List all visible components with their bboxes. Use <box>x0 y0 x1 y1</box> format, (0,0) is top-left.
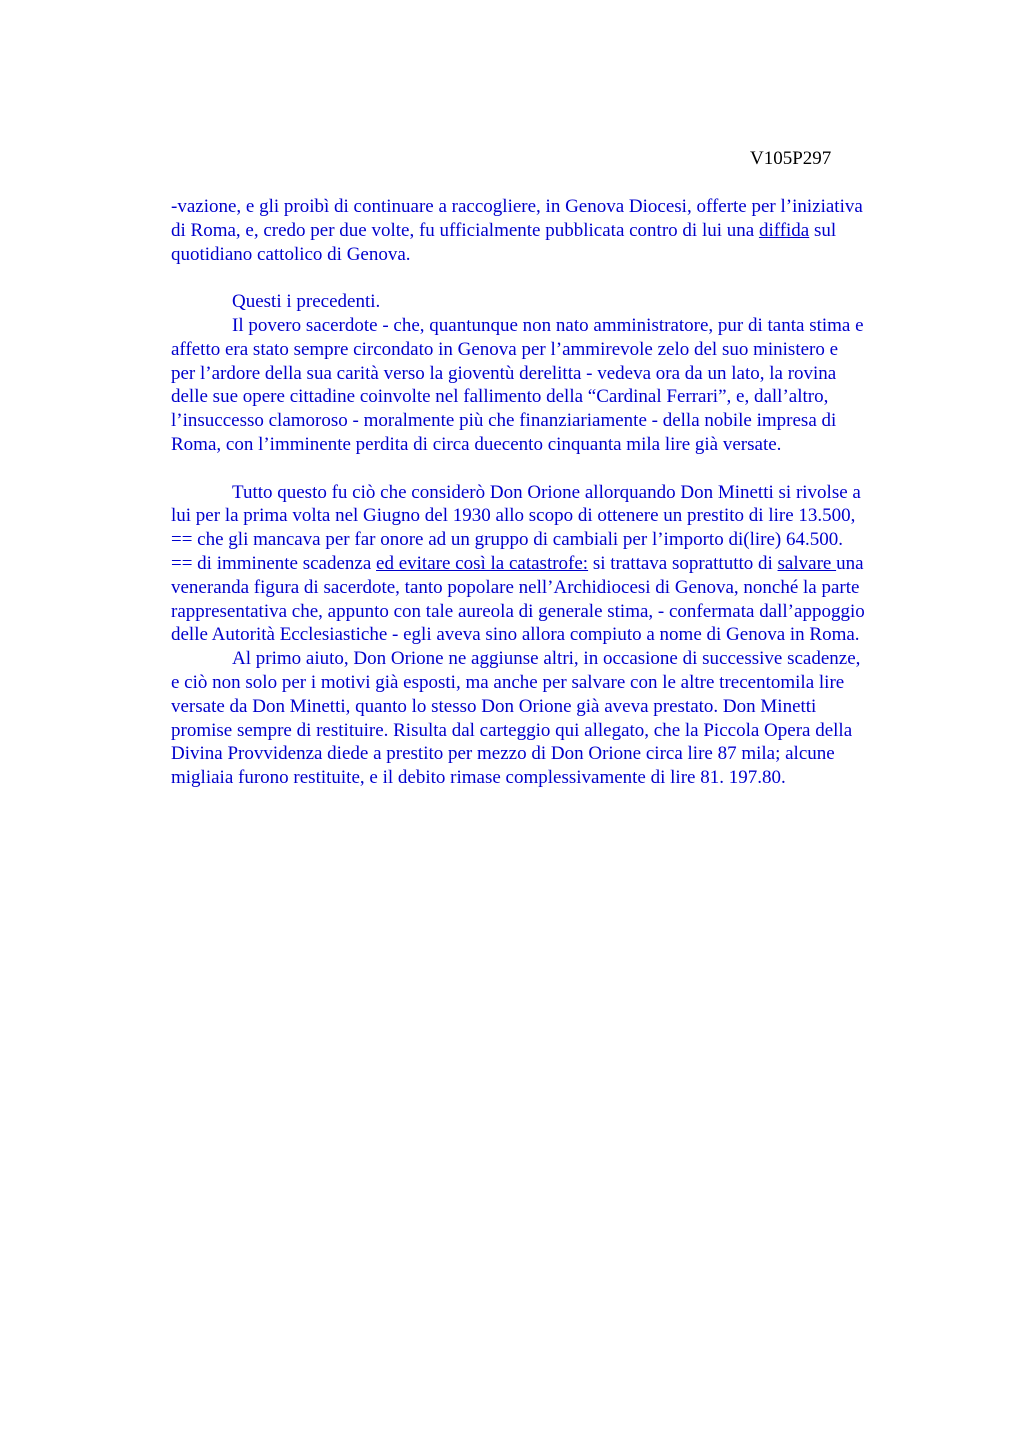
underlined-text: ed evitare così la catastrofe: <box>376 552 589 574</box>
paragraph-gap <box>171 457 931 481</box>
text-line <box>171 695 931 719</box>
document-body <box>171 195 931 790</box>
text-segment: versate da Don Minetti, quanto lo stesso Don Orione già aveva prestato. Don Minetti <box>171 695 817 717</box>
text-segment: l’insuccesso clamoroso - moralmente più che finanziariamente - della nobile impresa di <box>171 410 837 432</box>
text-line <box>171 766 931 790</box>
text-segment: promise sempre di restituire. Risulta dal carteggio qui allegato, che la Piccola Opera della <box>171 719 853 741</box>
text-line <box>171 623 931 647</box>
text-segment: affetto era stato sempre circondato in Genova per l’ammirevole zelo del suo ministero e <box>171 338 839 360</box>
text-line <box>171 290 931 314</box>
text-segment: si trattava soprattutto di <box>588 552 778 574</box>
text-line <box>171 719 931 743</box>
text-segment: una <box>836 552 864 574</box>
text-line <box>171 409 931 433</box>
text-line <box>171 528 931 552</box>
text-line <box>171 314 931 338</box>
underlined-text: salvare <box>777 552 837 574</box>
text-segment: e ciò non solo per i motivi già esposti, ma anche per salvare con le altre trecentomila lire <box>171 671 845 693</box>
text-line <box>171 504 931 528</box>
text-segment: migliaia furono restituite, e il debito rimase complessivamente di lire 81. 197.80. <box>171 767 786 789</box>
text-segment: veneranda figura di sacerdote, tanto popolare nell’Archidiocesi di Genova, nonché la parte <box>171 576 860 598</box>
text-line <box>171 647 931 671</box>
text-line <box>171 552 931 576</box>
text-line <box>171 219 931 243</box>
underlined-text: diffida <box>758 219 810 241</box>
text-segment: == di imminente scadenza <box>171 552 377 574</box>
text-segment: Divina Provvidenza diede a prestito per mezzo di Don Orione circa lire 87 mila; alcune <box>171 743 835 765</box>
text-segment: sul <box>809 219 837 241</box>
text-segment: quotidiano cattolico di Genova. <box>171 243 411 265</box>
text-line <box>171 385 931 409</box>
text-segment: Il povero sacerdote - che, quantunque non nato amministratore, pur di tanta stima e <box>232 314 864 336</box>
text-segment: delle Autorità Ecclesiastiche - egli aveva sino allora compiuto a nome di Genova in Roma. <box>171 624 860 646</box>
text-line <box>171 338 931 362</box>
text-segment: delle sue opere cittadine coinvolte nel fallimento della “Cardinal Ferrari”, e, dall’altro, <box>171 386 829 408</box>
text-segment: rappresentativa che, appunto con tale aureola di generale stima, - confermata dall’appoggio <box>171 600 865 622</box>
text-line <box>171 243 931 267</box>
text-line <box>171 742 931 766</box>
text-line <box>171 433 931 457</box>
text-segment: Roma, con l’imminente perdita di circa duecento cinquanta mila lire già versate. <box>171 433 782 455</box>
text-segment: Al primo aiuto, Don Orione ne aggiunse altri, in occasione di successive scadenze, <box>232 648 861 670</box>
text-line <box>171 481 931 505</box>
text-segment: per l’ardore della sua carità verso la gioventù derelitta - vedeva ora da un lato, la rovina <box>171 362 837 384</box>
text-segment: Questi i precedenti. <box>232 291 381 313</box>
text-segment: == che gli mancava per far onore ad un gruppo di cambiali per l’importo di(lire) 64.500. <box>171 529 843 551</box>
text-line <box>171 195 931 219</box>
text-segment: Tutto questo fu ciò che considerò Don Orione allorquando Don Minetti si rivolse a <box>232 481 861 503</box>
text-segment: -vazione, e gli proibì di continuare a raccogliere, in Genova Diocesi, offerte per l’iniziativa <box>171 196 863 217</box>
text-segment: di Roma, e, credo per due volte, fu ufficialmente pubblicata contro di lui una <box>171 219 759 241</box>
text-line <box>171 362 931 386</box>
page-reference: V105P297 <box>750 148 832 169</box>
text-line <box>171 576 931 600</box>
text-line <box>171 671 931 695</box>
text-segment: lui per la prima volta nel Giugno del 1930 allo scopo di ottenere un prestito di lire 13.500, <box>171 505 856 527</box>
paragraph-gap <box>171 266 931 290</box>
text-line <box>171 600 931 624</box>
